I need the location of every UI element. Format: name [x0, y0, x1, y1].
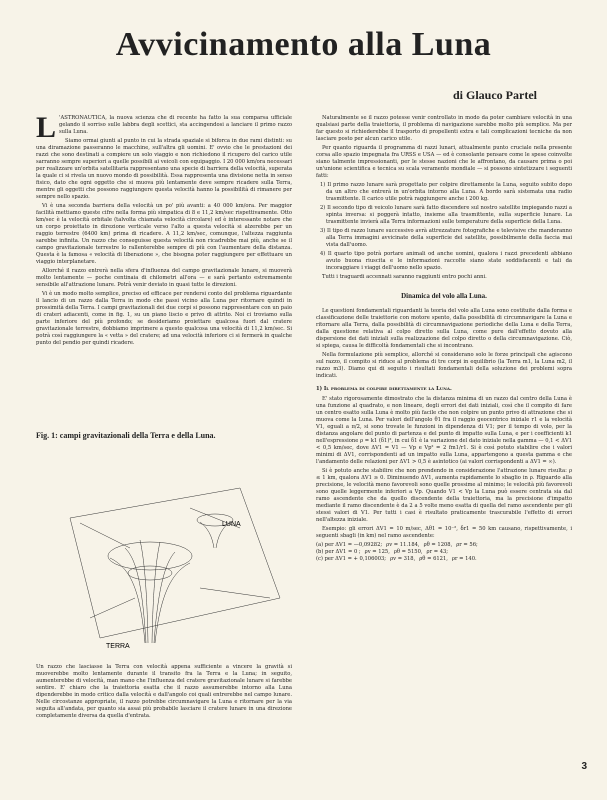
article-title: Avvicinamento alla Luna: [115, 26, 492, 63]
example-value: ρθ = 1208,: [423, 542, 453, 548]
list-item: 4) Il quarto tipo potrà portare animali od anche uomini, qualora i razzi precedenti abbiano avuto buona riuscita e le informazioni raccolte siano state soddisfacenti e tali da incoraggiare i viaggi dell'uomo nello spazio.: [320, 251, 572, 271]
example-value: ρv = 11.184,: [386, 542, 420, 548]
left-column: [36, 111, 292, 349]
grid-line: [200, 588, 270, 598]
subsection-title: 1) Il problema di colpire direttamente la Luna.: [316, 386, 452, 392]
example-value: ρr = 56;: [456, 542, 478, 548]
paragraph: Le questioni fondamentali riguardanti la teoria del volo alla Luna sono costituite dalla forma e classificazione delle traiettorie con motore spento, dalla possibilità di circumnavigare la Luna e ritornare alla Terra, dalla possibilità di circumnavigazione periodiche della Luna e della Terra, dalla questione relativa al colpo diretto sulla Luna, come pure dall'effetto dovuto alla dispersione dei dati iniziali sulla realizzazione del colpo diretto o della circumnavigazione. Ciò, si spiega, causa le difficoltà fondamentali che si incontrano.: [316, 308, 572, 349]
earth-well-left: [110, 558, 145, 643]
example-value: ρr = 140.: [451, 556, 477, 562]
facts-list: [316, 182, 572, 272]
author-byline: di Glauco Partel: [453, 88, 537, 102]
earth-well-line-b: [152, 542, 160, 643]
paragraph: Si è potuto anche stabilire che non prendendo in considerazione l'attrazione lunare risulta: ρ ≤ 1 km, qualora ΔV1 ≥ 0. Diminuendo ΔV1, aumenta rapidamente lo sbaglio in ρ. Riguardo alla precisione, le velocità meno favorevoli sono quelle prossime al minimo; le velocità più favorevoli sono quelle leggermente inferiori a Vp. Quando V1 < Vp la Luna può essere centrata sia dal ramo ascendente che da quello discendente della traiettoria, ma la precisione d'impatto mediante il ramo discendente è da 2 a 5 volte meno esatta di quella del ramo ascendente per gli stessi valori di V1. Per tutti i casi è risultato praticamente trascurabile l'effetto di errori nell'altezza iniziale.: [316, 468, 572, 523]
example-value: ρθ = 5150,: [393, 549, 423, 555]
earth-well-right: [155, 563, 190, 643]
list-item: 2) Il secondo tipo di veicolo lunare sarà fatto discendere sul nostro satellite impiegando razzi a spinta inversa: si poggerà intatto, insieme alla trasmittente, sulla superficie lunare. La trasmittente invierà alla Terra informazioni sulle temperature della superficie della Luna.: [320, 205, 572, 225]
drop-cap: L: [36, 111, 57, 144]
grid-line: [80, 523, 130, 548]
paragraph: Allorché il razzo entrerà nella sfera d'influenza del campo gravitazionale lunare, si muoverà molto lentamente — poche centinaia di chilometri all'ora — e sarà pertanto estremamente sensibile all'attrazione lunare. Potrà venir deviato in quasi tutte le direzioni.: [36, 268, 292, 288]
paragraph: Vi è una seconda barriera della velocità un po' più avanti: a 40 000 km/ora. Per maggior facilità mettiamo queste cifre nella forma più simpatica di 8 e 11,2 km/sec rispettivamente. Otto km/sec è la velocità orbitale (talvolta chiamata velocità circolare) ed è interessante notare che un corpo proiettato in direzione verticale verso l'alto a questa velocità si alzerebbe per un raggio terrestre (6400 km) prima di ricadere. A 11,2 km/sec, comunque, l'altezza raggiunta sarebbe infinita. Un razzo che conseguisse questa velocità non ricadrebbe mai più, anche se il campo gravitazionale terrestre lo rallenterebbe sempre di più con l'aumentare della distanza. Questa è la famosa « velocità di liberazione », che bisogna poter raggiungere per effettuare un viaggio interplanetare.: [36, 203, 292, 265]
paragraph: Nella formulazione più semplice, allorché si considerano solo le forze principali che agiscono sul razzo, il compito si riduce al problema di tre corpi in equilibrio (la Terra m1, la Luna m2, il razzo m3). Diamo qui di seguito i risultati fondamentali della soluzione dei problemi sopra indicati.: [316, 352, 572, 379]
right-column: [316, 115, 572, 563]
example-value: ρv = 318,: [390, 556, 416, 562]
earth-well-inner-right: [154, 552, 175, 643]
paragraph: 'ASTRONAUTICA, la nuova scienza che di recente ha fatto la sua comparsa ufficiale gelando il sorriso sulle labbra degli scettici, sta accingendosi a lanciare il primo razzo sulla Luna.: [59, 115, 292, 135]
example-case: (c) per ΔV1 = + 0,106003;: [316, 556, 387, 562]
plane-outline: [70, 488, 280, 638]
section-title: Dinamica del volo alla Luna.: [401, 292, 487, 300]
example-case: (b) per ΔV1 = 0 ;: [316, 549, 361, 555]
example-value: ρr = 43;: [426, 549, 449, 555]
earth-well-inner-left: [125, 548, 146, 643]
grid-line: [90, 598, 135, 618]
example-value: ρθ = 6121,: [419, 556, 448, 562]
figure-title: Fig. 1: campi gravitazionali della Terra e della Luna.: [36, 431, 216, 440]
gravity-wells-figure: [40, 448, 292, 658]
list-item: 3) Il tipo di razzo lunare successivo avrà attrezzature fotografiche e televisive che manderanno alla Terra immagini avvicinate della superficie del satellite, possibilmente della faccia mai vista dall'uomo.: [320, 228, 572, 248]
example-value: ρv = 125,: [364, 549, 390, 555]
moon-label: LUNA: [222, 521, 241, 528]
example-case: (a) per ΔV1 = —0,09282;: [316, 542, 383, 548]
list-item: 1) Il primo razzo lunare sarà progettato per colpire direttamente la Luna, seguito subito dopo da un altro che entrerà in un'orbita intorno alla Luna. A bordo sarà sistemata una radio trasmittente. Il carico utile potrà raggiungere anche i 200 kg.: [320, 182, 572, 202]
paragraph: E' stato rigorosamente dimostrato che la distanza minima di un razzo dal centro della Luna è una funzione al quadrato, e non lineare, degli errori dei dati iniziali, così che il compito di fare un centro esatto sulla Luna è molto più facile che non colpire un punto privo di attrazione che si muova come la Luna. Per valori dell'angolo θ1 fra il raggio geocentrico iniziale r1 e la velocità V1, eguali a π/2, si sono trovate le funzioni in dipendenza di V1; per il tempo di volo, per la distanza angolare del punto di partenza e del punto di impatto sulla Luna, e per i coefficienti k1 nell'espressione ρ = k1 (δ1)², in cui δ1 è la variazione del dato iniziale nella gamma — 0,1 < ΔV1 < 0,5 km/sec, dove ΔV1 = V1 — Vp e Vp² = 2 fm1/r1. Si è così potuto stabilire che i valori minimi di ΔV1, corrispondenti ad un impatto sulla Luna, appartengono a questa gamma e che l'andamento delle relazioni per ΔV1 > 0,5 è asintotico (ai valori corrispondenti a ΔV1 = ∞).: [316, 396, 572, 465]
page-number: 3: [581, 761, 587, 772]
example-row: [316, 549, 572, 556]
paragraph: Tutti i traguardi accennati saranno raggiunti entro pochi anni.: [322, 274, 487, 280]
figure-caption: Un razzo che lasciasse la Terra con velocità appena sufficiente a vincere la gravità si muoverebbe molto lentamente durante il transito fra la Terra e la Luna; in seguito, aumenterebbe di velocità, man mano che l'influenza del cratere gravitazionale lunare si farebbe sentire. E' chiaro che la traiettoria esatta che il razzo assumerebbe intorno alla Luna dipenderebbe in modo critico dalla velocità e dall'angolo coi quali entrerebbe nel campo lunare. Nelle circostanze appropriate, il razzo potrebbe circumnavigare la Luna e ritornare per la via seguita all'andata, per quanto sia assai più probabile lasciare il cratere lunare in una direzione completamente diversa da quella d'entrata.: [36, 664, 292, 719]
paragraph: Naturalmente se il razzo potesse venir controllato in modo da poter cambiare velocità in una qualsiasi parte della traiettoria, il problema di navigazione sarebbe molto più semplice. Ma per far questo si richiederebbe il trasporto di propellenti extra e tali complicazioni tecniche da non lasciare posto per alcun carico utile.: [316, 115, 572, 142]
example-row: [316, 542, 572, 549]
paragraph: Per quanto riguarda il programma di razzi lunari, attualmente punto cruciale nella presente corsa allo spazio impegnata fra URSS e USA — ed è consolante pensare come le spese coinvolte siano talmente impressionanti, per le stesse nazioni che le affrontano, da causare prima o poi un'unione scientifica e tecnica su scala veramente mondiale — si possono sintetizzare i seguenti fatti:: [316, 145, 572, 179]
earth-label: TERRA: [106, 643, 130, 650]
example-row: [316, 556, 572, 563]
paragraph: Siamo ormai giunti al punto in cui la strada spaziale si biforca in due rami distinti: su una diramazione passeranno le macchine, sull'altra gli uomini. E' ovvio che le prestazioni dei razzi che sono destinati a compiere un solo viaggio e non richiedono il ricupero del carico utile sarranno sempre superiori a quelle possibili ai veicoli con equipaggio. I 20 000 km/ora necessari per realizzare un'orbita satellitaria rappresentano una specie di barriera della velocità, superata la quale ci si rivela un nuovo mondo di possibilità. Essa rappresenta una divisione netta in senso fisico, dato che ogni oggetto che si muova più lentamente deve sempre ricadere sulla Terra, mentre gli oggetti che possono raggiungere questa velocità hanno la possibilità di rimanere per sempre nello spazio.: [36, 138, 292, 200]
surface-grid: [70, 488, 280, 643]
paragraph: Vi è un modo molto semplice, preciso ed efficace per rendersi conto del problema riguardante il lancio di un razzo dalla Terra in modo che passi vicino alla Luna per ritornare quindi in prossimità della Terra. I campi gravitazionali dei due corpi si possono rappresentare con un paio di crateri adiacenti, come in fig. 1, su un piano liscio e privo di attrito. Noi ci troviamo sulla parte inferiore del più profondo; se desideriamo proiettare qualcosa fuori dal cratere gravitazionale terrestre, dobbiamo imprimere a questo qualcosa una velocità di 11,2 km/sec. Si potrà così raggiungere la « vetta » del cratere; ad una velocità inferiore ci si fermerà in qualche punto del pendio per quindi ricadere.: [36, 291, 292, 346]
paragraph: Esempio: gli errori ΔV1 = 10 m/sec, Δθ1 = 10⁻², δr1 = 50 km causano, rispettivamente, i seguenti sbagli (in km) nel ramo ascendente:: [316, 526, 572, 539]
earth-well-ring: [128, 566, 172, 580]
